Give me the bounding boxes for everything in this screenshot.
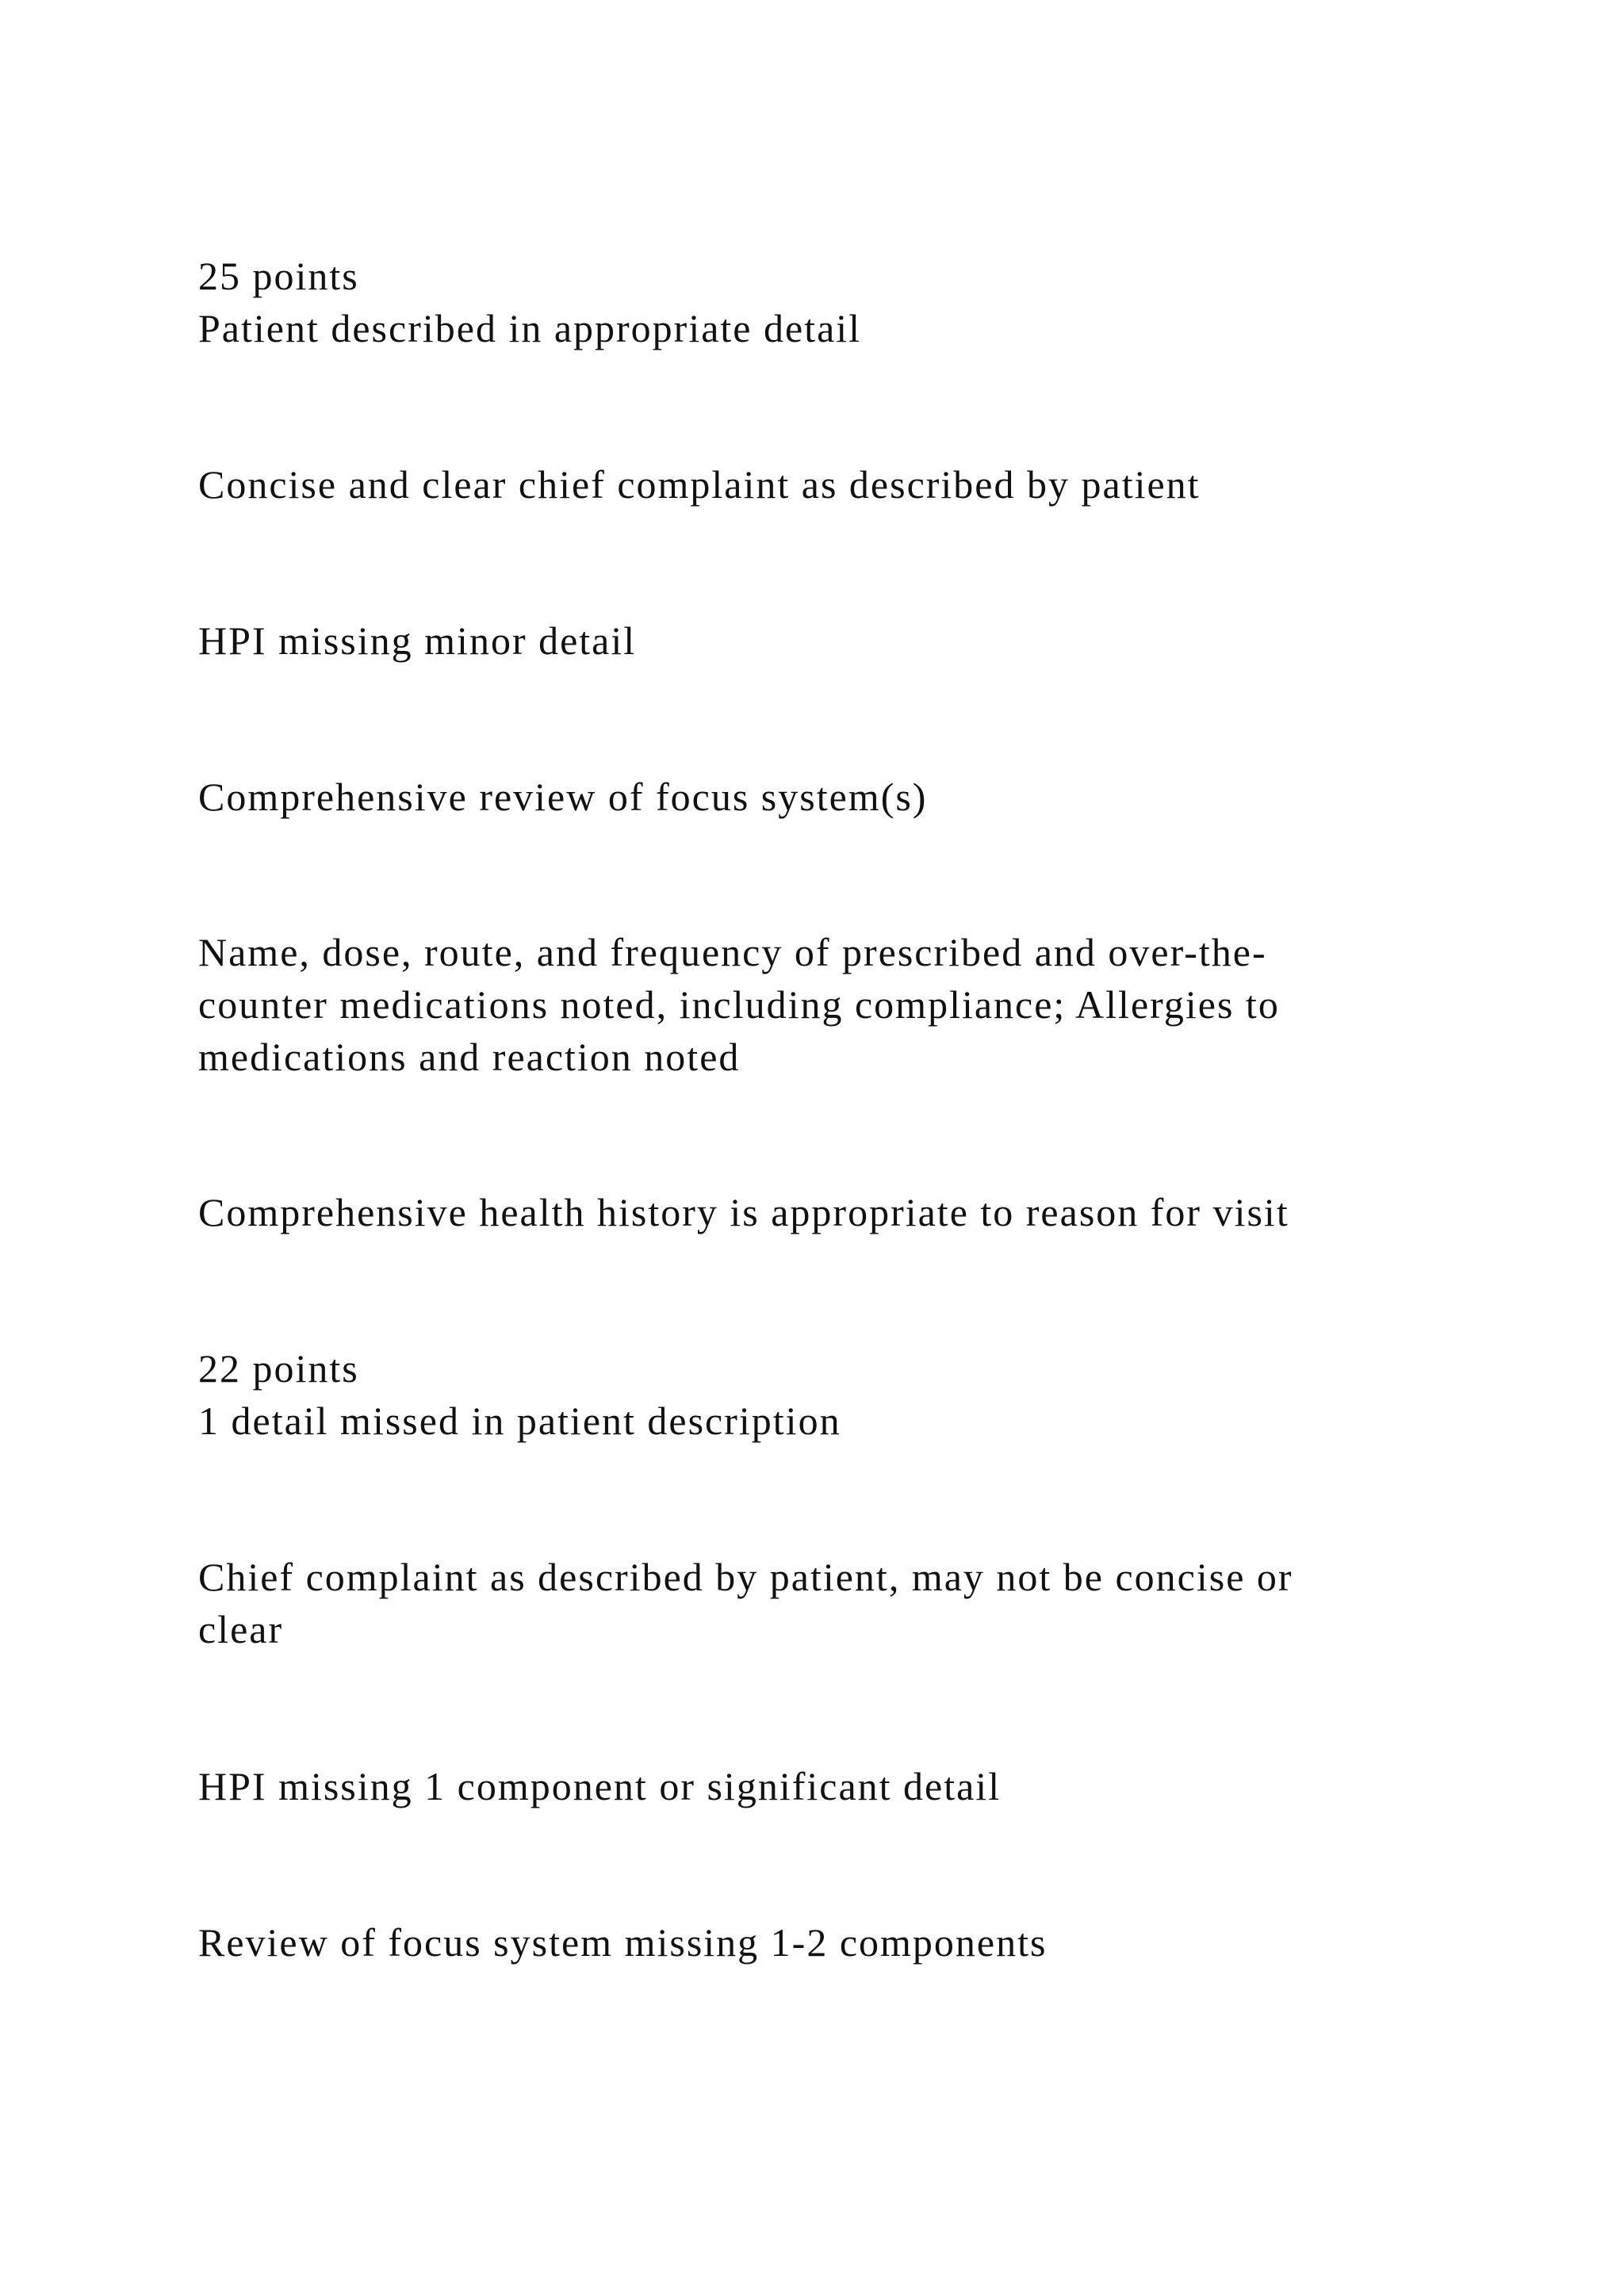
score-block-22-points <box>198 1342 1483 1447</box>
criterion-chief-complaint <box>198 458 1483 511</box>
criterion-text: clear <box>198 1607 284 1651</box>
criterion-text: Comprehensive review of focus system(s) <box>198 775 928 819</box>
score-block-25-points <box>198 250 1483 354</box>
criterion-text: Review of focus system missing 1-2 components <box>198 1920 1048 1965</box>
criterion-health-history <box>198 1186 1483 1238</box>
criterion-text: Name, dose, route, and frequency of prescribed and over-the- <box>198 930 1267 974</box>
criterion-hpi <box>198 614 1483 667</box>
criterion-patient-description: Patient described in appropriate detail <box>198 306 862 350</box>
criterion-review-of-systems <box>198 771 1483 823</box>
criterion-text: counter medications noted, including compliance; Allergies to <box>198 982 1280 1027</box>
criterion-text: medications and reaction noted <box>198 1035 741 1079</box>
score-heading: 25 points <box>198 254 359 298</box>
criterion-hpi <box>198 1760 1483 1812</box>
criterion-review-of-systems <box>198 1916 1483 1969</box>
criterion-text: Chief complaint as described by patient, may not be concise or <box>198 1555 1293 1599</box>
criterion-chief-complaint <box>198 1551 1483 1655</box>
criterion-text: Comprehensive health history is appropriate to reason for visit <box>198 1190 1289 1234</box>
criterion-text: HPI missing 1 component or significant detail <box>198 1764 1002 1808</box>
criterion-medications <box>198 926 1483 1083</box>
score-heading: 22 points <box>198 1346 359 1391</box>
criterion-patient-description: 1 detail missed in patient description <box>198 1399 841 1443</box>
criterion-text: Concise and clear chief complaint as described by patient <box>198 462 1201 507</box>
criterion-text: HPI missing minor detail <box>198 618 637 663</box>
